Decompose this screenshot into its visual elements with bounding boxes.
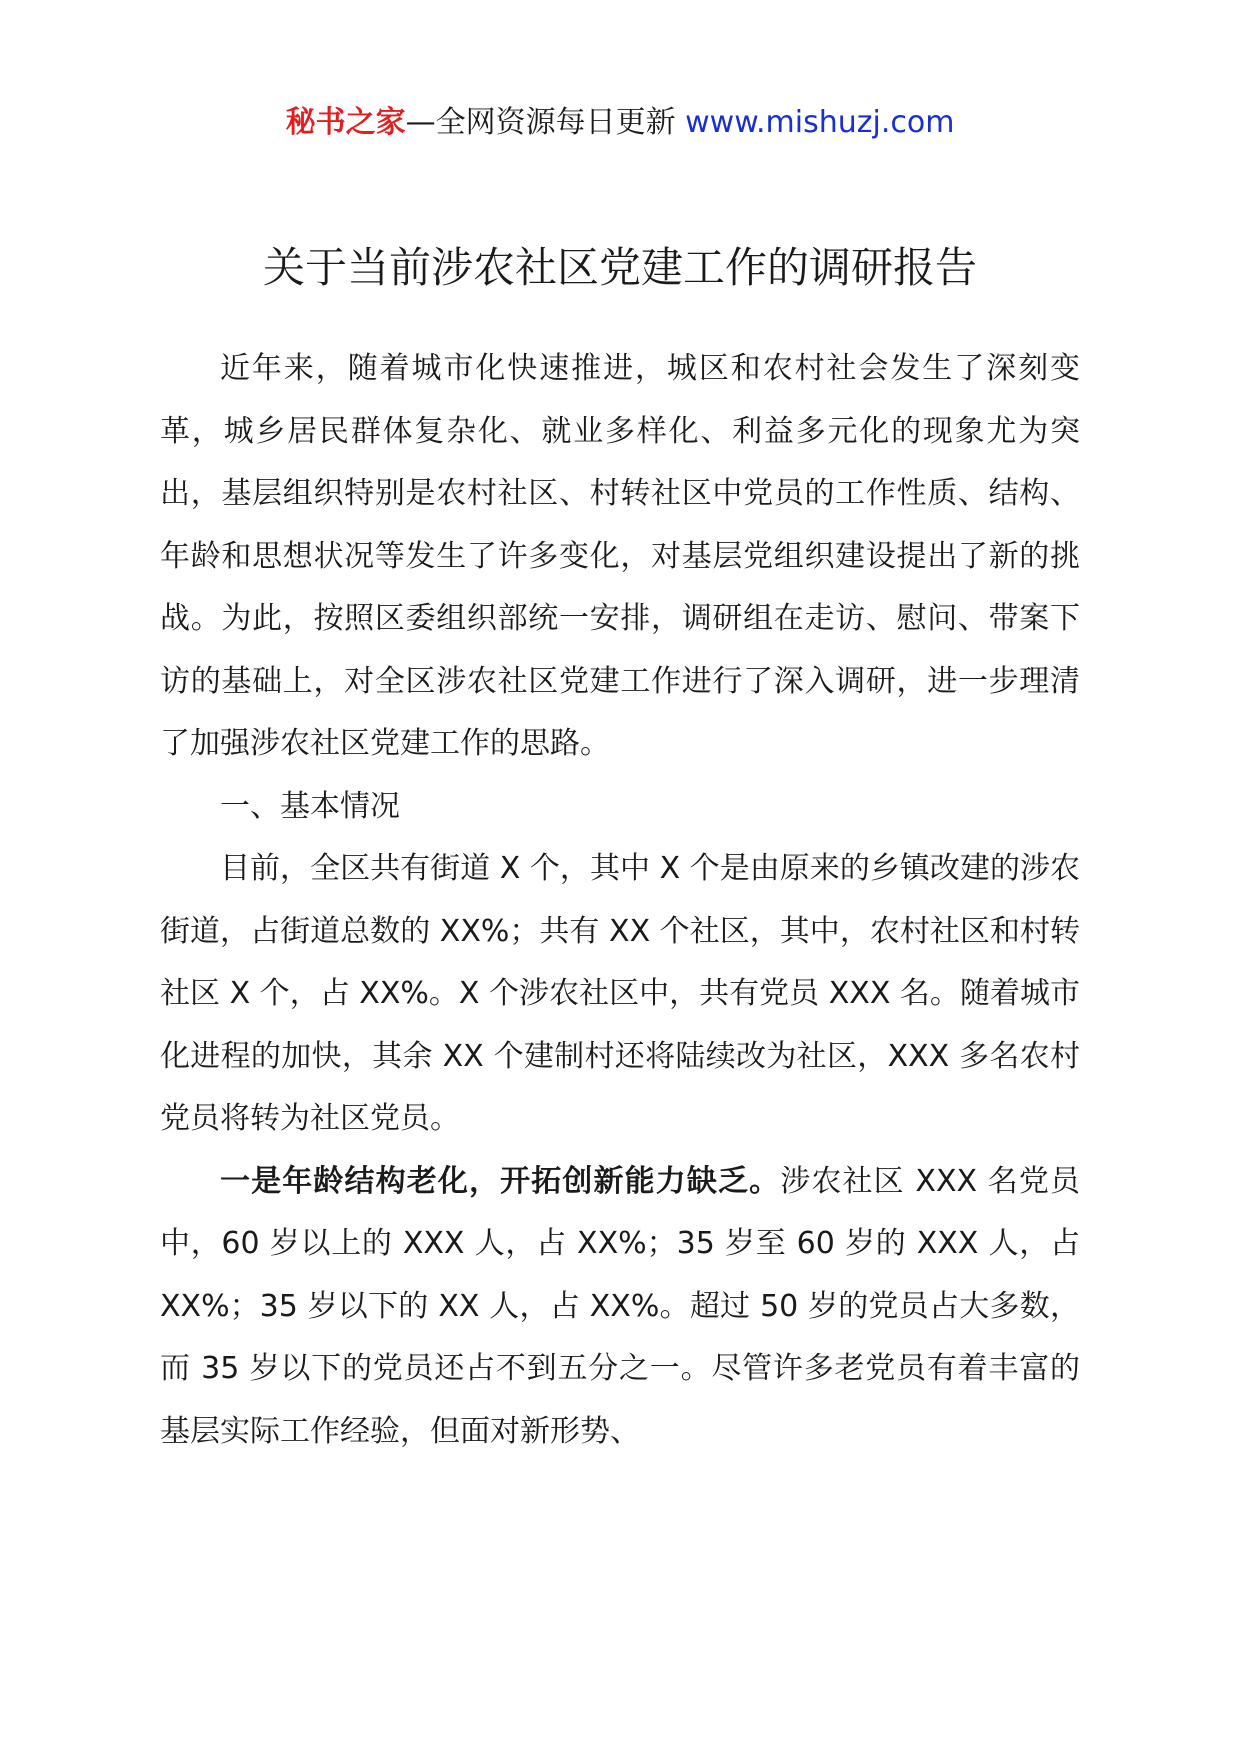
point-one-paragraph <box>160 1151 1080 1464</box>
point-one-heading: 一是年龄结构老化，开拓创新能力缺乏。 <box>220 1163 781 1199</box>
point-one-text: 涉农社区 XXX 名党员中，60 岁以上的 XXX 人，占 XX%；35 岁至 60 岁的 XXX 人，占 XX%；35 岁以下的 XX 人，占 XX%。超过 50 岁的党员占大多数，而 35 岁以下的党员还占不到五分之一。尽管许多老党员有着丰富的基层实际工作经验，但面对新形势、 <box>160 1163 1080 1449</box>
site-slogan: —全网资源每日更新 <box>405 105 676 140</box>
site-header <box>0 98 1240 148</box>
basic-situation-paragraph: 目前，全区共有街道 X 个，其中 X 个是由原来的乡镇改建的涉农街道，占街道总数的 XX%；共有 XX 个社区，其中，农村社区和村转社区 X 个，占 XX%。X 个涉农社区中，共有党员 XXX 名。随着城市化进程的加快，其余 XX 个建制村还将陆续改为社区，XXX 多名农村党员将转为社区党员。 <box>160 851 1080 1136</box>
document-title: 关于当前涉农社区党建工作的调研报告 <box>262 243 977 292</box>
site-brand: 秘书之家 <box>285 105 406 140</box>
section-heading-basic-situation: 一、基本情况 <box>220 788 400 824</box>
intro-paragraph: 近年来，随着城市化快速推进，城区和农村社会发生了深刻变革，城乡居民群体复杂化、就业多样化、利益多元化的现象尤为突出，基层组织特别是农村社区、村转社区中党员的工作性质、结构、年龄和思想状况等发生了许多变化，对基层党组织建设提出了新的挑战。为此，按照区委组织部统一安排，调研组在走访、慰问、带案下访的基础上，对全区涉农社区党建工作进行了深入调研，进一步理清了加强涉农社区党建工作的思路。 <box>160 351 1080 761</box>
site-url-link[interactable]: www.mishuzj.com <box>685 105 955 140</box>
document-body <box>160 338 1080 1463</box>
